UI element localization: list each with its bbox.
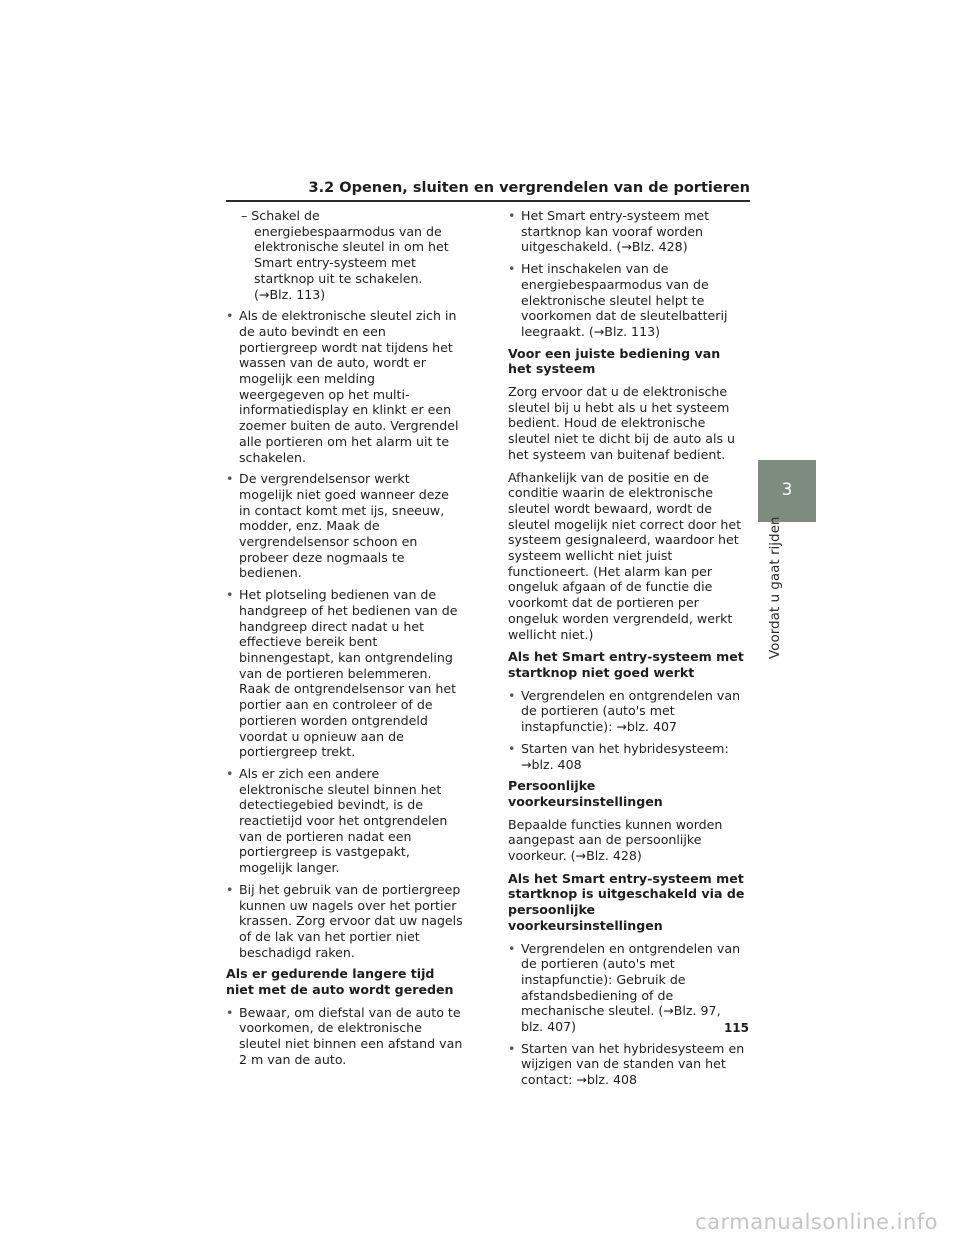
chapter-label: [765, 516, 783, 663]
bullet-item: • Het plotseling bedienen van de handgreep of het bedienen van de handgreep direct nadat u het effectieve bereik bent binnengestapt, kan ontgrendeling van de portieren belemmeren. Raak de ontgrendelsensor van het portier aan en controleer of de portieren worden ontgrendeld voordat u opnieuw aan de portiergreep trekt.: [226, 587, 464, 760]
dash-item: – Schakel de energiebespaarmodus van de elektronische sleutel in om het Smart entry-systeem met startknop uit te schakelen. (→Blz. 113): [241, 208, 449, 302]
bullet-item: • Bewaar, om diefstal van de auto te voorkomen, de elektronische sleutel niet binnen een afstand van 2 m van de auto.: [226, 1005, 464, 1068]
bullet-item: • Starten van het hybridesysteem: →blz. 408: [508, 741, 746, 772]
watermark: carmanualsonline.info: [695, 1210, 938, 1234]
subheading: Persoonlijke voorkeursinstellingen: [508, 778, 663, 809]
bullet-item: • Als er zich een andere elektronische sleutel binnen het detectiegebied bevindt, is de reactietijd voor het ontgrendelen van de portieren nadat een portiergreep is vastgepakt, mogelijk langer.: [226, 766, 464, 876]
bullet-item: • Vergrendelen en ontgrendelen van de portieren (auto's met instapfunctie): →blz. 407: [508, 688, 746, 735]
chapter-label-text: Voordat u gaat rijden: [767, 516, 783, 659]
bullet-item: • Het inschakelen van de energiebespaarmodus van de elektronische sleutel helpt te voorkomen dat de sleutelbatterij leegraakt. (→Blz. 113): [508, 261, 746, 340]
subheading: Voor een juiste bediening van het systeem: [508, 345, 721, 377]
section-title: 3.2 Openen, sluiten en vergrendelen van de portieren: [308, 180, 750, 196]
left-column: [226, 208, 464, 1074]
subheading: Als het Smart entry-systeem met startknop niet goed werkt: [508, 649, 744, 680]
right-column: [508, 208, 746, 1094]
subheading: Als er gedurende langere tijd niet met de auto wordt gereden: [226, 966, 454, 998]
bullet-item: • Bij het gebruik van de portiergreep kunnen uw nagels over het portier krassen. Zorg ervoor dat uw nagels of de lak van het portier niet beschadigd raken.: [226, 882, 464, 961]
subheading: Als het Smart entry-systeem met startknop is uitgeschakeld via de persoonlijke voorkeursinstellingen: [508, 870, 745, 933]
chapter-number: 3: [781, 480, 793, 500]
paragraph: Afhankelijk van de positie en de conditie waarin de elektronische sleutel wordt bewaard, wordt de sleutel mogelijk niet correct door het systeem gesignaleerd, waardoor het systeem wellicht niet juist functioneert. (Het alarm kan per ongeluk afgaan of de functie die voorkomt dat de portieren per ongeluk worden vergrendeld, werkt wellicht niet.): [508, 469, 742, 642]
paragraph: Bepaalde functies kunnen worden aangepast aan de persoonlijke voorkeur. (→Blz. 428): [508, 816, 723, 864]
bullet-item: • De vergrendelsensor werkt mogelijk niet goed wanneer deze in contact komt met ijs, sneeuw, modder, enz. Maak de vergrendelsensor schoon en probeer deze nogmaals te bedienen.: [226, 471, 464, 581]
bullet-item: • Vergrendelen en ontgrendelen van de portieren (auto's met instapfunctie): Gebruik de afstandsbediening of de mechanische sleutel. (→Blz. 97, blz. 407): [508, 941, 746, 1035]
page-number: 115: [723, 1021, 749, 1035]
bullet-item: • Starten van het hybridesysteem en wijzigen van de standen van het contact: →blz. 408: [508, 1041, 746, 1088]
header-rule: [226, 200, 750, 202]
chapter-tab: [758, 460, 816, 522]
bullet-item: • Het Smart entry-systeem met startknop kan vooraf worden uitgeschakeld. (→Blz. 428): [508, 208, 746, 255]
bullet-item: • Als de elektronische sleutel zich in de auto bevindt en een portiergreep wordt nat tijdens het wassen van de auto, wordt er mogelijk een melding weergegeven op het multi-informatiedisplay en klinkt er een zoemer buiten de auto. Vergrendel alle portieren om het alarm uit te schakelen.: [226, 308, 464, 465]
paragraph: Zorg ervoor dat u de elektronische sleutel bij u hebt als u het systeem bedient. Houd de elektronische sleutel niet te dicht bij de auto als u het systeem van buitenaf bedient.: [508, 384, 736, 462]
